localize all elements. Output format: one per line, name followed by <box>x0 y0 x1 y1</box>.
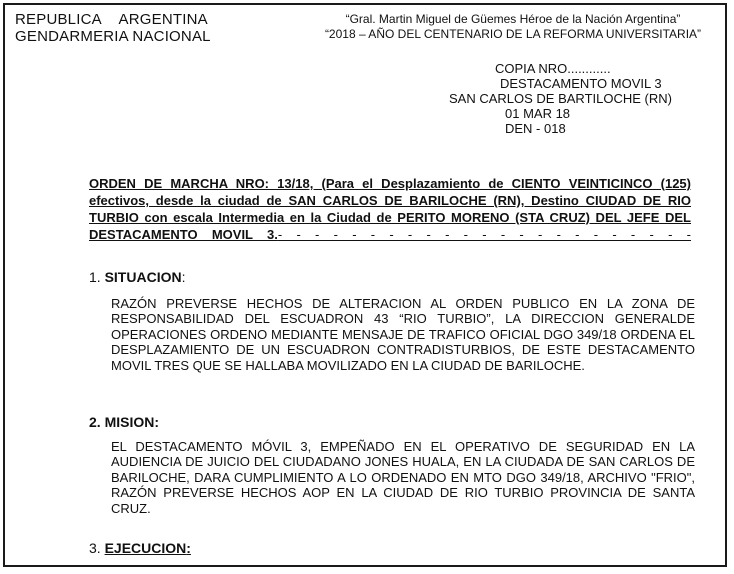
section-number: 3. <box>89 540 101 556</box>
order-title <box>89 175 691 243</box>
document-code: DEN - 018 <box>505 121 566 136</box>
issuing-organization <box>15 11 211 45</box>
section-number: 2. <box>89 414 101 430</box>
agency-name: GENDARMERIA NACIONAL <box>15 28 211 45</box>
section-situacion-heading <box>89 269 185 285</box>
official-mottos <box>313 12 713 42</box>
order-title-text: ORDEN DE MARCHA NRO: 13/18, (Para el Desplazamiento de CIENTO VEINTICINCO (125) efectivos, desde la ciudad de SAN CARLOS DE BARILOCHE (RN), Destino CIUDAD DE RIO TURBIO con escala Intermedia en la Ciudad de PERITO MORENO (STA CRUZ) DEL JEFE DEL DESTACAMENTO MOVIL 3. <box>89 176 691 242</box>
section-title-colon: : <box>154 414 160 430</box>
section-situacion-body: RAZÓN PREVERSE HECHOS DE ALTERACION AL ORDEN PUBLICO EN LA ZONA DE RESPONSABILIDAD DEL ESCUADRON 43 “RIO TURBIO”, LA DIRECCION GENERALDE OPERACIONES ORDENO MEDIANTE MENSAJE DE TRAFICO OFICIAL DGO 349/18 ORDENA EL DESPLAZAMIENTO DE UN ESCUADRON CONTRADISTURBIOS, DE ESTE DESTACAMENTO MOVIL TRES QUE SE HALLABA MOVILIZADO EN LA CIUDAD DE BARILOCHE. <box>111 296 695 373</box>
section-title-colon: : <box>181 269 186 285</box>
motto-line-2: “2018 – AÑO DEL CENTENARIO DE LA REFORMA UNIVERSITARIA” <box>324 27 702 41</box>
section-ejecucion-heading <box>89 540 191 556</box>
issuing-location: SAN CARLOS DE BARTILOCHE (RN) <box>449 91 672 106</box>
section-title: MISION <box>104 414 155 430</box>
copy-number: COPIA NRO............ <box>495 61 611 76</box>
order-title-dashes: - - - - - - - - - - - - - - - - - - - - - - - <box>277 227 691 242</box>
section-title: SITUACION <box>104 269 182 285</box>
section-mision-body: EL DESTACAMENTO MÓVIL 3, EMPEÑADO EN EL OPERATIVO DE SEGURIDAD EN LA AUDIENCIA DE JUICIO DEL CIUDADANO JONES HUALA, EN LA CIUDADA DE SAN CARLOS DE BARILOCHE, DARA CUMPLIMIENTO A LO ORDENADO EN MTO DGO 349/18, ARCHIVO "FRIO", RAZÓN PREVERSE HECHOS AOP EN LA CIUDAD DE RIO TURBIO PROVINCIA DE SANTA CRUZ. <box>111 439 695 516</box>
section-title: EJECUCION <box>104 540 187 556</box>
country-name: REPUBLICA ARGENTINA <box>15 11 208 28</box>
motto-line-1: “Gral. Martin Miguel de Güemes Héroe de la Nación Argentina” <box>345 12 681 26</box>
document-page <box>3 3 727 567</box>
section-number: 1. <box>89 269 101 285</box>
issuing-unit: DESTACAMENTO MOVIL 3 <box>500 76 662 91</box>
section-title-colon: : <box>186 540 191 556</box>
section-mision-heading <box>89 414 159 430</box>
issue-date: 01 MAR 18 <box>505 106 571 121</box>
